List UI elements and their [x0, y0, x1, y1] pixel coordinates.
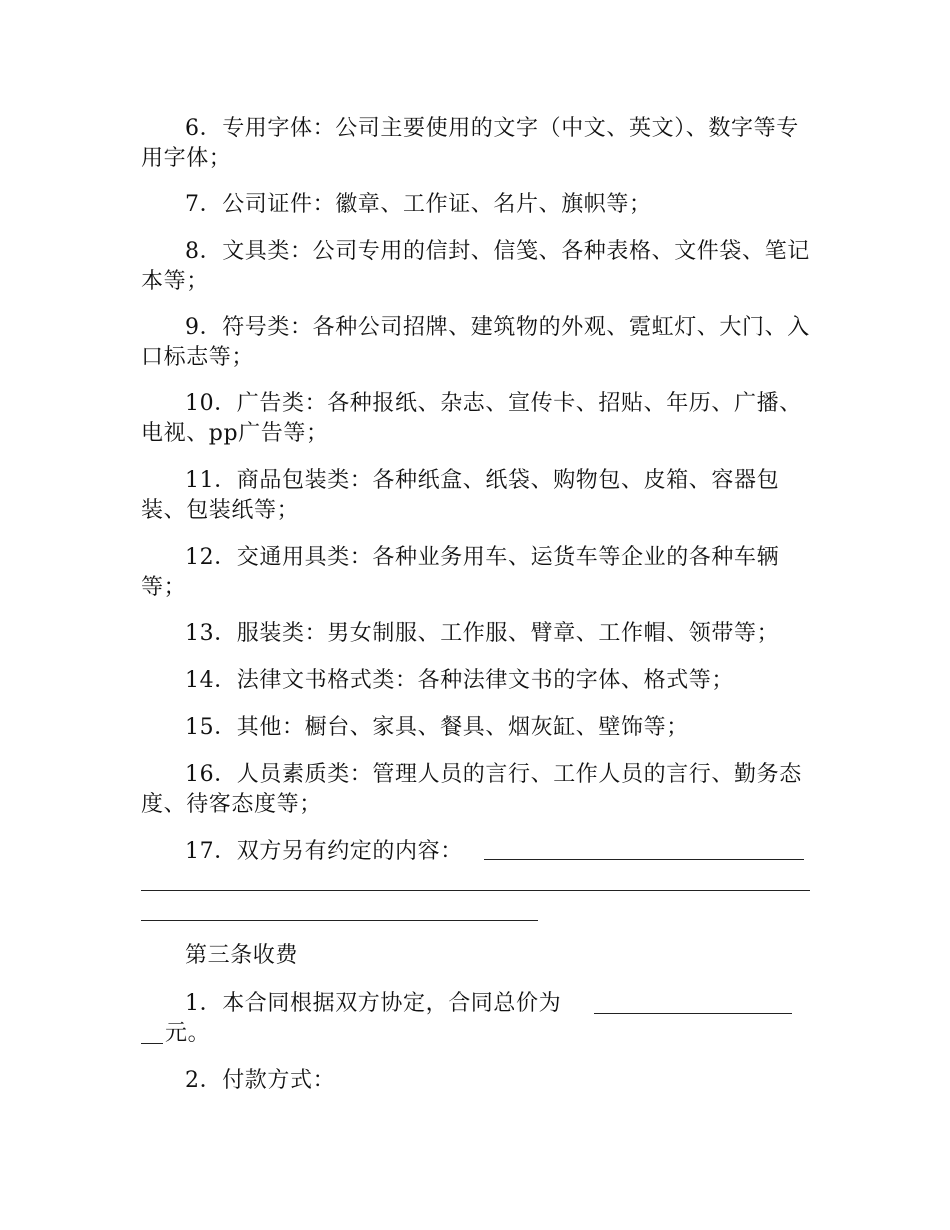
blank-fill-line — [594, 1013, 792, 1014]
blank-fill-line — [141, 1043, 163, 1044]
blank-fill-line — [141, 890, 810, 891]
blank-fill-line — [484, 859, 804, 860]
list-item-11: 11．商品包装类：各种纸盒、纸袋、购物包、皮箱、容器包装、包装纸等； — [141, 468, 780, 523]
fee-item-1-suffix: 元。 — [165, 1021, 211, 1046]
list-item-13: 13．服装类：男女制服、工作服、臂章、工作帽、领带等； — [185, 621, 780, 646]
list-item-7: 7．公司证件：徽章、工作证、名片、旗帜等； — [185, 192, 652, 217]
list-item-17: 17．双方另有约定的内容： — [185, 839, 463, 864]
list-item-14: 14．法律文书格式类：各种法律文书的字体、格式等； — [185, 668, 734, 693]
fee-item-1: 1．本合同根据双方协定，合同总价为 — [185, 991, 562, 1016]
section-heading: 第三条收费 — [185, 943, 299, 968]
list-item-15: 15．其他：橱台、家具、餐具、烟灰缸、壁饰等； — [185, 715, 689, 740]
blank-fill-line — [141, 920, 538, 921]
list-item-10: 10．广告类：各种报纸、杂志、宣传卡、招贴、年历、广播、电视、pp广告等； — [141, 391, 802, 446]
list-item-16: 16．人员素质类：管理人员的言行、工作人员的言行、勤务态度、待客态度等； — [141, 762, 802, 817]
fee-item-2: 2．付款方式： — [185, 1068, 336, 1093]
list-item-6: 6．专用字体：公司主要使用的文字（中文、英文）、数字等专用字体； — [141, 116, 799, 171]
list-item-12: 12．交通用具类：各种业务用车、运货车等企业的各种车辆等； — [141, 545, 780, 600]
list-item-8: 8．文具类：公司专用的信封、信笺、各种表格、文件袋、笔记本等； — [141, 239, 810, 294]
list-item-9: 9．符号类：各种公司招牌、建筑物的外观、霓虹灯、大门、入口标志等； — [141, 315, 810, 370]
